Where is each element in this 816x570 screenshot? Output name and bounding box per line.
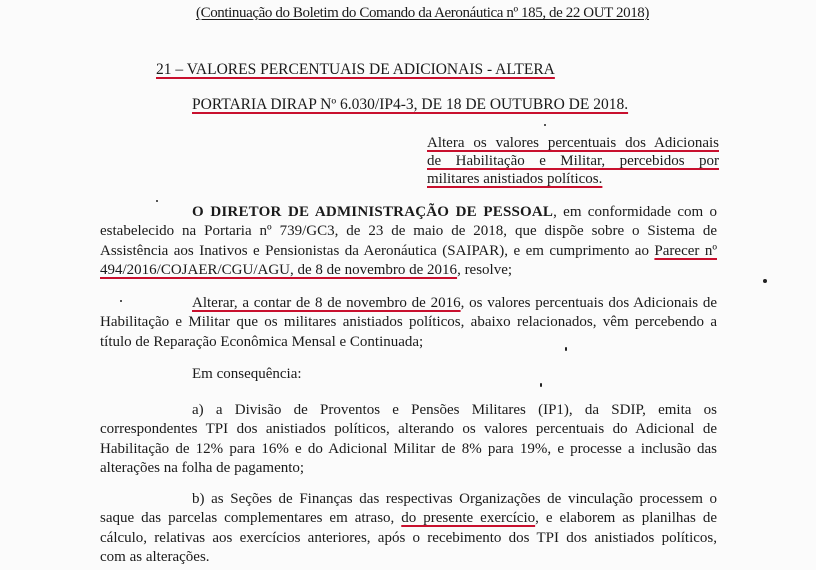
scan-speck xyxy=(120,300,122,302)
paragraph-diretor xyxy=(100,203,717,281)
alterar-line-2: Habilitação e Militar que os militares anistiados políticos, abaixo relacionados, vêm percebendo a xyxy=(100,314,717,331)
diretor-line-2: estabelecido na Portaria nº 739/GC3, de 23 de maio de 2018, que dispõe sobre o Sistema de xyxy=(100,223,717,240)
diretor-line-1-rest: , em conformidade com o xyxy=(553,204,717,220)
alterar-date-ref: Alterar, a contar de 8 de novembro de 2016 xyxy=(192,295,461,311)
item-b-line-2-end: , e elaborem as planilhas de xyxy=(535,510,717,527)
item-a-line-1: a) a Divisão de Proventos e Pensões Militares (IP1), da SDIP, emita os xyxy=(192,402,717,418)
parecer-ref-part2: 494/2016/COJAER/CGU/AGU, de 8 de novembro de 2016 xyxy=(100,262,458,279)
alterar-line-1-rest: , os valores percentuais dos Adicionais de xyxy=(460,295,717,311)
alterar-line-1 xyxy=(100,294,717,313)
scan-speck xyxy=(544,124,546,126)
bulletin-header: (Continuação do Boletim do Comando da Aeronáutica nº 185, de 22 OUT 2018) xyxy=(196,5,650,21)
diretor-line-3-start: Assistência aos Inativos e Pensionistas da Aeronáutica (SAIPAR), e em cumprimento ao xyxy=(100,242,655,259)
consequencia-text: Em consequência: xyxy=(192,366,302,382)
ementa-line-3: militares anistiados políticos. xyxy=(427,171,603,187)
paragraph-alterar xyxy=(100,294,717,352)
item-a-line-2: correspondentes TPI dos anistiados políticos, alterando os valores percentuais do Adicional de xyxy=(100,421,717,438)
item-b-line-4: com as alterações. xyxy=(100,549,210,566)
scan-speck xyxy=(763,279,767,283)
scan-speck xyxy=(565,347,567,351)
item-b-line-1: b) as Seções de Finanças das respectivas Organizações de vinculação processem o xyxy=(192,491,717,507)
scan-speck xyxy=(540,383,542,387)
ementa-block xyxy=(427,134,719,188)
paragraph-consequencia xyxy=(100,365,717,384)
scan-speck xyxy=(156,200,158,202)
ementa-line-2: de Habilitação e Militar, percebidos por xyxy=(427,153,719,169)
item-a-line-4: alterações na folha de pagamento; xyxy=(100,460,305,477)
section-title: 21 – VALORES PERCENTUAIS DE ADICIONAIS - ALTERA xyxy=(156,61,555,78)
item-a-line-3: Habilitação de 12% para 16% e do Adicional Militar de 8% para 19%, e processe a inclusão das xyxy=(100,440,717,457)
item-b-line-2 xyxy=(100,509,717,528)
item-b-line-3: cálculo, relativas aos exercícios anteriores, após o recebimento dos TPI dos anistiados políticos, xyxy=(100,529,717,546)
item-b-line-2-start: saque das parcelas complementares em atraso, xyxy=(100,510,402,527)
alterar-line-3: título de Reparação Econômica Mensal e Continuada; xyxy=(100,333,424,350)
diretor-lead: O DIRETOR DE ADMINISTRAÇÃO DE PESSOAL xyxy=(192,204,554,220)
ementa-line-1: Altera os valores percentuais dos Adicionais xyxy=(427,135,719,151)
parecer-ref-part1: Parecer nº xyxy=(654,242,717,259)
diretor-line-4-end: , resolve; xyxy=(457,262,513,279)
paragraph-item-a xyxy=(100,401,717,479)
diretor-line-4 xyxy=(100,261,717,280)
diretor-line-3 xyxy=(100,242,717,261)
paragraph-item-b xyxy=(100,490,717,568)
presente-exercicio-ref: do presente exercício xyxy=(401,510,536,527)
portaria-title: PORTARIA DIRAP Nº 6.030/IP4-3, DE 18 DE OUTUBRO DE 2018. xyxy=(192,96,629,113)
diretor-line-1 xyxy=(100,203,717,222)
